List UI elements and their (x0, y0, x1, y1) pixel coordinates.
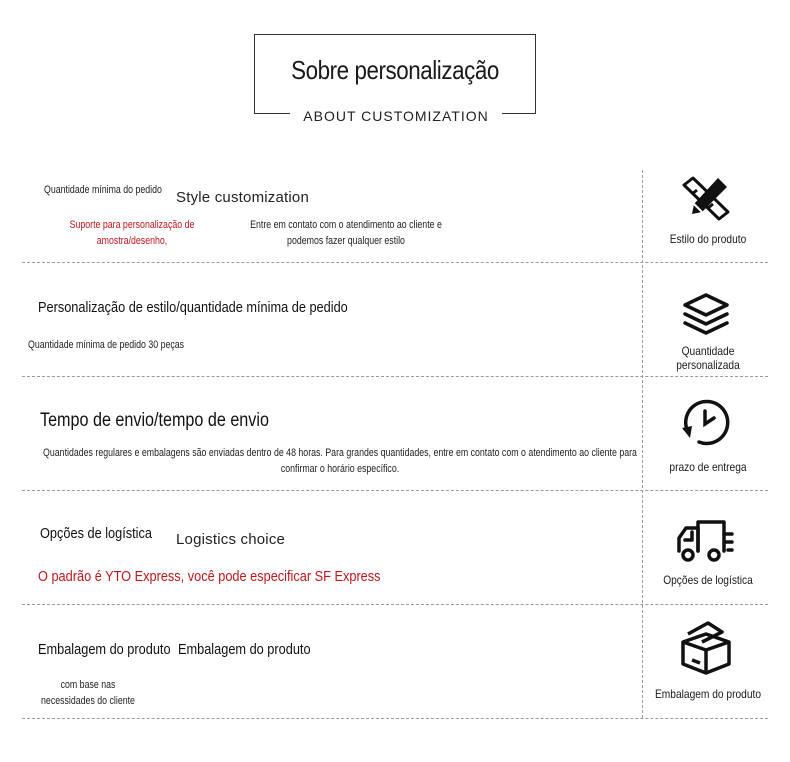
title-frame (254, 34, 536, 114)
package-box-icon (678, 620, 734, 676)
row1-heading: Quantidade mínima do pedido (44, 184, 162, 196)
page-title: Sobre personalização (291, 55, 499, 85)
truck-icon (676, 518, 734, 564)
row5-heading: Embalagem do produto (38, 641, 171, 658)
row-divider (22, 376, 768, 377)
row5-heading-2: Embalagem do produto (178, 641, 311, 658)
icon-label-packaging: Embalagem do produto (654, 687, 762, 701)
icon-label-logistics: Opções de logística (663, 573, 753, 587)
row1-heading-en: Style customization (176, 189, 310, 206)
row1-right-text: Entre em contato com o atendimento ao cliente e podemos fazer qualquer estilo (250, 219, 442, 247)
row4-heading: Opções de logística (40, 525, 152, 542)
row-divider (22, 262, 768, 263)
row5-body: com base nas necessidades do cliente (41, 679, 135, 707)
icon-label-style: Estilo do produto (669, 232, 747, 246)
pencil-ruler-icon (680, 176, 732, 222)
subtitle-frame (290, 104, 502, 128)
row3-heading: Tempo de envio/tempo de envio (40, 410, 269, 431)
row2-body: Quantidade mínima de pedido 30 peças (28, 339, 185, 351)
page-subtitle: ABOUT CUSTOMIZATION (303, 108, 489, 124)
row-divider (22, 718, 768, 719)
row4-body: O padrão é YTO Express, você pode especificar SF Express (38, 568, 381, 585)
icon-label-delivery: prazo de entrega (669, 460, 747, 474)
row3-body: Quantidades regulares e embalagens são enviadas dentro de 48 horas. Para grandes quantidades, entre em contato com o atendimento ao cliente para confirmar o horário específico. (43, 447, 637, 475)
column-divider (642, 170, 643, 718)
row2-heading: Personalização de estilo/quantidade mínima de pedido (38, 299, 348, 316)
row-divider (22, 604, 768, 605)
icon-label-quantity: Quantidade personalizada (676, 344, 740, 372)
clock-refresh-icon (680, 398, 730, 448)
row4-heading-en: Logistics choice (176, 531, 286, 548)
layers-icon (682, 292, 730, 336)
row1-left-text: Suporte para personalização de amostra/desenho, (69, 219, 195, 247)
row-divider (22, 490, 768, 491)
